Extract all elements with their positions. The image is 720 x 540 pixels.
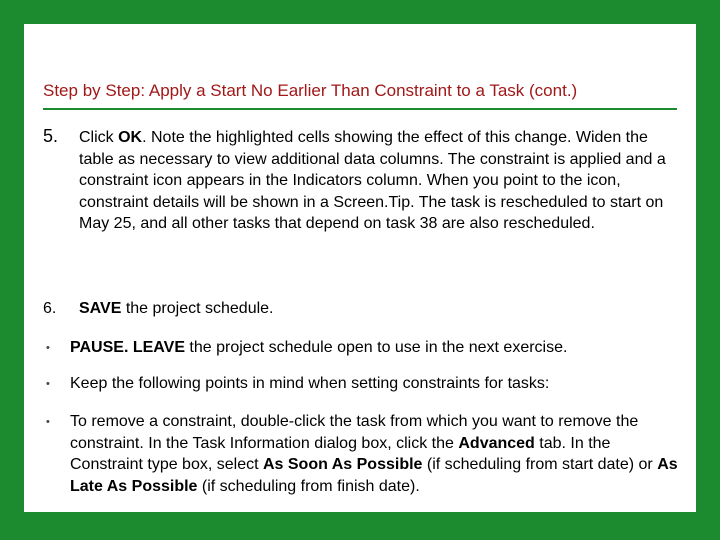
bullet-text: PAUSE. LEAVE the project schedule open to use in the next exercise.	[70, 339, 568, 356]
slide	[24, 24, 696, 512]
bullet-pause	[43, 337, 683, 359]
bullet-icon: •	[46, 378, 50, 390]
bullet-keep-points	[43, 373, 683, 395]
bullet-icon: •	[46, 342, 50, 354]
step-text: Click OK. Note the highlighted cells showing the effect of this change. Widen the table as necessary to view additional data columns. The constraint is applied and a constraint icon appears in the Indicators column. When you point to the icon, constraint details will be shown in a Screen.Tip. The task is rescheduled to start on May 25, and all other tasks that depend on task 38 are also rescheduled.	[79, 129, 666, 233]
slide-title: Step by Step: Apply a Start No Earlier Than Constraint to a Task (cont.)	[43, 81, 578, 100]
bullet-icon: •	[46, 416, 50, 428]
bullet-text: Keep the following points in mind when setting constraints for tasks:	[70, 375, 550, 392]
title-divider	[43, 108, 677, 110]
step-number: 5.	[43, 126, 59, 146]
step-6	[43, 298, 683, 320]
step-number: 6.	[43, 300, 57, 317]
step-text: SAVE the project schedule.	[79, 300, 274, 317]
step-5	[43, 127, 683, 235]
bullet-text: To remove a constraint, double-click the task from which you want to remove the constraint. In the Task Information dialog box, click the Advanced tab. In the Constraint type box, select As Soon As Possible (if scheduling from start date) or As Late As Possible (if scheduling from finish date).	[70, 413, 678, 495]
bullet-remove-constraint	[43, 411, 683, 497]
